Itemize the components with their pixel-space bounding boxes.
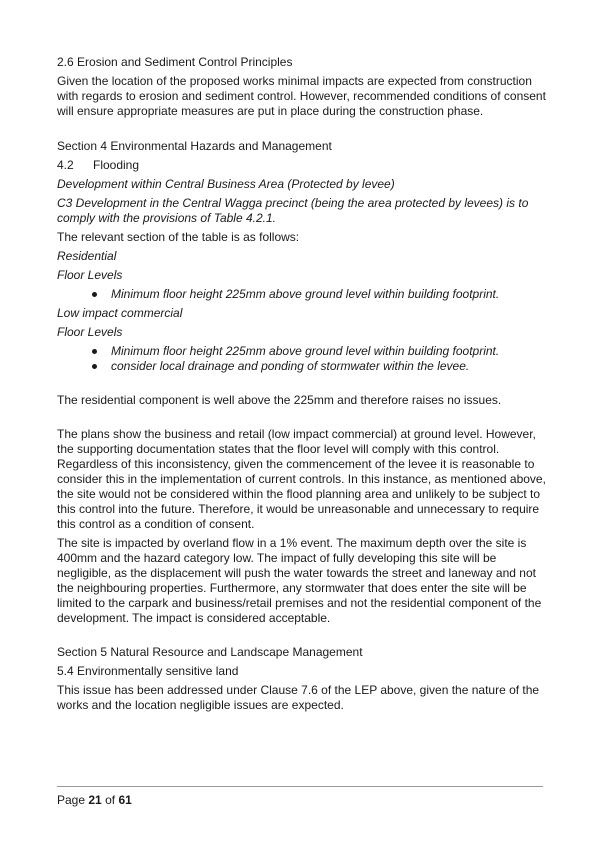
residential-label: Residential: [57, 249, 117, 263]
development-heading: Development within Central Business Area (Protected by levee): [57, 177, 395, 191]
list-item: [57, 344, 547, 359]
footer-divider: [57, 786, 543, 787]
page-total: 61: [118, 793, 132, 807]
c3-control-text: C3 Development in the Central Wagga precinct (being the area protected by levees) is to comply with the provisions of Table 4.2.1.: [57, 196, 529, 225]
section-2-6-body: Given the location of the proposed works minimal impacts are expected from construction with regards to erosion and sediment control. However, recommended conditions of consent will ensure appropriate measures are put in place during the construction phase.: [57, 74, 546, 118]
residential-bullet-list: [57, 287, 547, 302]
subsection-number: 4.2: [57, 158, 74, 172]
page-label: Page: [57, 793, 86, 807]
list-item-text: Minimum floor height 225mm above ground level within building footprint.: [111, 344, 500, 358]
section-4-heading: Section 4 Environmental Hazards and Management: [57, 139, 332, 153]
list-item-text: Minimum floor height 225mm above ground level within building footprint.: [111, 287, 500, 301]
bullet-icon: [92, 364, 97, 369]
list-item: [57, 359, 547, 374]
list-item-text: consider local drainage and ponding of stormwater within the levee.: [111, 359, 470, 373]
floor-levels-label-commercial: Floor Levels: [57, 325, 123, 339]
list-item: [57, 287, 547, 302]
floor-levels-label-residential: Floor Levels: [57, 268, 123, 282]
bullet-icon: [92, 349, 97, 354]
of-label: of: [105, 793, 116, 807]
overland-flow-paragraph: The site is impacted by overland flow in a 1% event. The maximum depth over the site is 400mm and the hazard category low. The impact of fully developing this site will be negligible, as the displacement will push the water towards the street and laneway and not the neighbouring properties. Furthermore, any stormwater that does enter the site will be limited to the carpark and business/retail premises and not the residential component of the development. The impact is considered acceptable.: [57, 536, 542, 625]
commercial-bullet-list: [57, 344, 547, 374]
section-5-4-body: This issue has been addressed under Clause 7.6 of the LEP above, given the nature of the works and the location negligible issues are expected.: [57, 683, 540, 712]
page-footer: [57, 793, 132, 808]
plans-paragraph: The plans show the business and retail (low impact commercial) at ground level. However, the supporting documentation states that the floor level will comply with this control. Regardless of this inconsistency, given the commencement of the levee it is reasonable to consider this in the implementation of current controls. In this instance, as mentioned above, the site would not be considered within the flood planning area and unlikely to be subject to this control into the future. Therefore, it would be unreasonable and unnecessary to require this control as a condition of consent.: [57, 427, 546, 531]
low-impact-commercial-label: Low impact commercial: [57, 306, 183, 320]
subsection-4-2-heading: [57, 158, 547, 173]
relevant-section-text: The relevant section of the table is as follows:: [57, 230, 300, 244]
document-page: [57, 55, 547, 713]
residential-component-paragraph: The residential component is well above the 225mm and therefore raises no issues.: [57, 393, 502, 407]
section-2-6-heading: 2.6 Erosion and Sediment Control Principles: [57, 55, 293, 69]
page-number: 21: [88, 793, 102, 807]
subsection-title: Flooding: [93, 158, 140, 172]
subsection-5-4-heading: 5.4 Environmentally sensitive land: [57, 664, 239, 678]
bullet-icon: [92, 292, 97, 297]
section-5-heading: Section 5 Natural Resource and Landscape Management: [57, 645, 363, 659]
